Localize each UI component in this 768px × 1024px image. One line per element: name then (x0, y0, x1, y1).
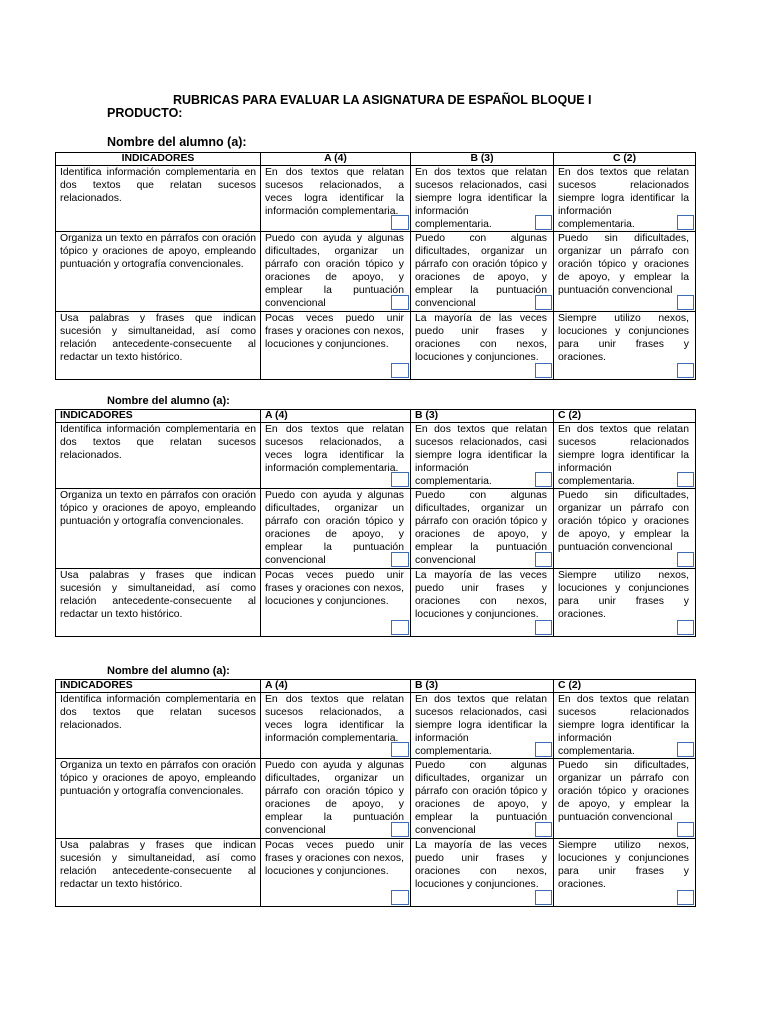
level-b-checkbox[interactable] (535, 822, 552, 837)
level-a-text: En dos textos que relatan sucesos relacionados, a veces logra identificar la información complementaria. (265, 424, 404, 474)
level-a-text: Pocas veces puedo unir frases y oraciones con nexos, locuciones y conjunciones. (265, 840, 404, 877)
level-b-checkbox[interactable] (535, 363, 552, 378)
level-b-text: En dos textos que relatan sucesos relacionados, casi siempre logra identificar la información complementaria. (415, 424, 547, 487)
level-a-checkbox[interactable] (391, 742, 409, 757)
table-row (56, 693, 696, 759)
level-b-checkbox[interactable] (535, 472, 552, 487)
header-a: A (4) (261, 680, 411, 693)
header-indicadores: INDICADORES (56, 410, 261, 423)
level-c-text: Puedo sin dificultades, organizar un párrafo con oración tópico y oraciones de apoyo, y emplear la puntuación convencional (558, 233, 689, 296)
level-c-cell (554, 759, 696, 839)
level-b-checkbox[interactable] (535, 620, 552, 635)
level-c-text: Siempre utilizo nexos, locuciones y conjunciones para unir frases y oraciones. (558, 570, 689, 620)
level-a-cell (261, 693, 411, 759)
level-c-checkbox[interactable] (677, 552, 694, 567)
table-row (56, 569, 696, 637)
indicator-cell: Usa palabras y frases que indican sucesión y simultaneidad, así como relación antecedente-consecuente al redactar un texto histórico. (56, 312, 261, 380)
rubric-header-row (56, 153, 696, 166)
level-c-checkbox[interactable] (677, 890, 694, 905)
student-name-label-3: Nombre del alumno (a): (107, 665, 230, 677)
level-b-checkbox[interactable] (535, 890, 552, 905)
table-row (56, 489, 696, 569)
level-a-checkbox[interactable] (391, 215, 409, 230)
header-c: C (2) (554, 680, 696, 693)
header-c: C (2) (554, 410, 696, 423)
header-b: B (3) (411, 410, 554, 423)
level-c-checkbox[interactable] (677, 742, 694, 757)
level-c-checkbox[interactable] (677, 822, 694, 837)
table-row (56, 166, 696, 232)
rubric-table-1 (55, 152, 696, 380)
table-row (56, 232, 696, 312)
level-c-text: Puedo sin dificultades, organizar un párrafo con oración tópico y oraciones de apoyo, y emplear la puntuación convencional (558, 490, 689, 553)
level-b-checkbox[interactable] (535, 552, 552, 567)
level-c-checkbox[interactable] (677, 620, 694, 635)
header-c: C (2) (554, 153, 696, 166)
level-c-cell (554, 569, 696, 637)
level-a-text: En dos textos que relatan sucesos relacionados, a veces logra identificar la información complementaria. (265, 694, 404, 744)
level-a-cell (261, 759, 411, 839)
header-b: B (3) (411, 153, 554, 166)
level-c-cell (554, 839, 696, 907)
level-a-checkbox[interactable] (391, 822, 409, 837)
level-b-cell (411, 839, 554, 907)
level-b-cell (411, 232, 554, 312)
level-b-checkbox[interactable] (535, 295, 552, 310)
indicator-cell: Usa palabras y frases que indican sucesión y simultaneidad, así como relación antecedente-consecuente al redactar un texto histórico. (56, 839, 261, 907)
level-a-cell (261, 312, 411, 380)
level-a-cell (261, 839, 411, 907)
level-b-checkbox[interactable] (535, 215, 552, 230)
level-b-text: La mayoría de las veces puedo unir frases y oraciones con nexos, locuciones y conjunciones. (415, 313, 547, 363)
indicator-cell: Organiza un texto en párrafos con oración tópico y oraciones de apoyo, empleando puntuación y ortografía convencionales. (56, 232, 261, 312)
level-b-cell (411, 489, 554, 569)
level-a-checkbox[interactable] (391, 472, 409, 487)
indicator-cell: Identifica información complementaria en dos textos que relatan sucesos relacionados. (56, 693, 261, 759)
level-b-text: La mayoría de las veces puedo unir frases y oraciones con nexos, locuciones y conjunciones. (415, 840, 547, 890)
level-a-checkbox[interactable] (391, 890, 409, 905)
level-a-cell (261, 166, 411, 232)
level-c-text: En dos textos que relatan sucesos relacionados siempre logra identificar la información complementaria. (558, 694, 689, 757)
header-indicadores: INDICADORES (56, 680, 261, 693)
level-c-text: Siempre utilizo nexos, locuciones y conjunciones para unir frases y oraciones. (558, 840, 689, 890)
level-a-text: Pocas veces puedo unir frases y oraciones con nexos, locuciones y conjunciones. (265, 313, 404, 350)
header-a: A (4) (261, 410, 411, 423)
level-b-checkbox[interactable] (535, 742, 552, 757)
rubric-header-row (56, 410, 696, 423)
level-a-text: Puedo con ayuda y algunas dificultades, organizar un párrafo con oración tópico y oraciones de apoyo, y emplear la puntuación convencional (265, 760, 404, 836)
rubric-header-row (56, 680, 696, 693)
indicator-cell: Identifica información complementaria en dos textos que relatan sucesos relacionados. (56, 423, 261, 489)
level-b-cell (411, 312, 554, 380)
level-b-cell (411, 693, 554, 759)
level-c-cell (554, 693, 696, 759)
indicator-cell: Identifica información complementaria en dos textos que relatan sucesos relacionados. (56, 166, 261, 232)
level-b-text: Puedo con algunas dificultades, organizar un párrafo con oración tópico y oraciones de apoyo, y emplear la puntuación convencional (415, 233, 547, 309)
level-c-cell (554, 312, 696, 380)
level-b-text: Puedo con algunas dificultades, organizar un párrafo con oración tópico y oraciones de apoyo, y emplear la puntuación convencional (415, 760, 547, 836)
level-a-checkbox[interactable] (391, 552, 409, 567)
table-row (56, 759, 696, 839)
level-c-checkbox[interactable] (677, 295, 694, 310)
level-c-cell (554, 232, 696, 312)
level-b-text: La mayoría de las veces puedo unir frases y oraciones con nexos, locuciones y conjunciones. (415, 570, 547, 620)
level-a-cell (261, 232, 411, 312)
level-a-cell (261, 569, 411, 637)
student-name-label-1: Nombre del alumno (a): (107, 135, 247, 149)
table-row (56, 423, 696, 489)
level-b-text: En dos textos que relatan sucesos relacionados, casi siempre logra identificar la información complementaria. (415, 167, 547, 230)
level-c-checkbox[interactable] (677, 215, 694, 230)
level-a-text: Puedo con ayuda y algunas dificultades, organizar un párrafo con oración tópico y oraciones de apoyo, y emplear la puntuación convencional (265, 490, 404, 566)
student-name-label-2: Nombre del alumno (a): (107, 395, 230, 407)
page-title: RUBRICAS PARA EVALUAR LA ASIGNATURA DE ESPAÑOL BLOQUE I (173, 93, 592, 107)
level-b-cell (411, 423, 554, 489)
level-b-text: Puedo con algunas dificultades, organizar un párrafo con oración tópico y oraciones de apoyo, y emplear la puntuación convencional (415, 490, 547, 566)
header-indicadores: INDICADORES (56, 153, 261, 166)
level-c-cell (554, 489, 696, 569)
level-c-checkbox[interactable] (677, 363, 694, 378)
level-c-text: Puedo sin dificultades, organizar un párrafo con oración tópico y oraciones de apoyo, y emplear la puntuación convencional (558, 760, 689, 823)
level-c-checkbox[interactable] (677, 472, 694, 487)
level-c-cell (554, 166, 696, 232)
header-b: B (3) (411, 680, 554, 693)
level-c-cell (554, 423, 696, 489)
level-a-checkbox[interactable] (391, 620, 409, 635)
rubric-table-2 (55, 409, 696, 637)
level-a-text: Puedo con ayuda y algunas dificultades, organizar un párrafo con oración tópico y oraciones de apoyo, y emplear la puntuación convencional (265, 233, 404, 309)
level-b-cell (411, 569, 554, 637)
level-b-text: En dos textos que relatan sucesos relacionados, casi siempre logra identificar la información complementaria. (415, 694, 547, 757)
indicator-cell: Usa palabras y frases que indican sucesión y simultaneidad, así como relación antecedente-consecuente al redactar un texto histórico. (56, 569, 261, 637)
level-c-text: En dos textos que relatan sucesos relacionados siempre logra identificar la información complementaria. (558, 167, 689, 230)
level-b-cell (411, 759, 554, 839)
indicator-cell: Organiza un texto en párrafos con oración tópico y oraciones de apoyo, empleando puntuación y ortografía convencionales. (56, 489, 261, 569)
level-a-cell (261, 423, 411, 489)
level-c-text: Siempre utilizo nexos, locuciones y conjunciones para unir frases y oraciones. (558, 313, 689, 363)
level-a-text: Pocas veces puedo unir frases y oraciones con nexos, locuciones y conjunciones. (265, 570, 404, 607)
rubric-table-3 (55, 679, 696, 907)
indicator-cell: Organiza un texto en párrafos con oración tópico y oraciones de apoyo, empleando puntuación y ortografía convencionales. (56, 759, 261, 839)
level-a-cell (261, 489, 411, 569)
level-a-text: En dos textos que relatan sucesos relacionados, a veces logra identificar la información complementaria. (265, 167, 404, 217)
producto-label: PRODUCTO: (107, 106, 183, 120)
table-row (56, 312, 696, 380)
level-c-text: En dos textos que relatan sucesos relacionados siempre logra identificar la información complementaria. (558, 424, 689, 487)
table-row (56, 839, 696, 907)
level-b-cell (411, 166, 554, 232)
header-a: A (4) (261, 153, 411, 166)
level-a-checkbox[interactable] (391, 363, 409, 378)
level-a-checkbox[interactable] (391, 295, 409, 310)
